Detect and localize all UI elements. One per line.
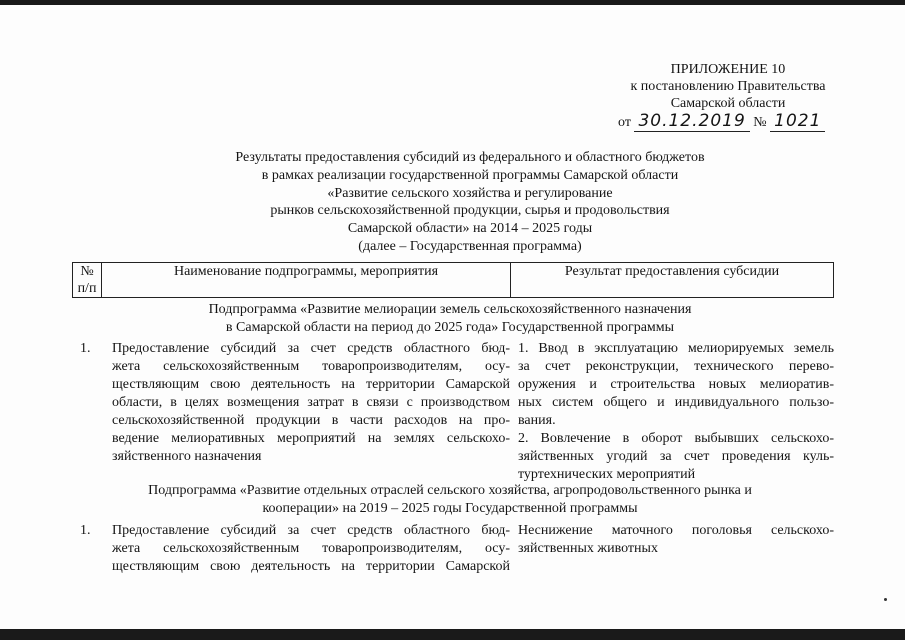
appendix-title: ПРИЛОЖЕНИЕ 10 xyxy=(670,62,786,77)
handwritten-date: 30.12.2019 xyxy=(634,111,749,132)
activity-cell: Предоставление субсидий за счет средств областного бюд- жета сельскохозяйственным товаропроизводителям, осу- ществляющим свою деятельность на территории Самарской области, в целях возмещения затрат в связи с производством сельскохозяйственной продукции в части расходов на про- ведение мелиоративных мероприятий на землях сельскохо- зяйственного назначения xyxy=(112,341,510,464)
appendix-date-number xyxy=(612,113,844,131)
row-number: 1. xyxy=(80,523,91,538)
title-line: (далее – Государственная программа) xyxy=(358,238,582,254)
column-activity-header: Наименование подпрограммы, мероприятия xyxy=(102,263,511,298)
title-line: «Развитие сельского хозяйства и регулирование xyxy=(327,185,613,201)
from-label: от xyxy=(618,115,631,130)
title-line: в рамках реализации государственной программы Самарской области xyxy=(261,167,679,183)
appendix-line-2: Самарской области xyxy=(670,96,786,111)
scan-speck xyxy=(884,598,887,601)
document-title xyxy=(150,149,790,256)
appendix-line-1: к постановлению Правительства xyxy=(630,79,826,94)
column-result-header: Результат предоставления субсидии xyxy=(511,263,834,298)
table-header xyxy=(72,262,834,298)
handwritten-number: 1021 xyxy=(770,111,825,132)
number-label: № xyxy=(753,115,767,130)
activity-cell: Предоставление субсидий за счет средств областного бюд- жета сельскохозяйственным товаропроизводителям, осу- ществляющим свою деятельность на территории Самарской xyxy=(112,523,510,574)
appendix-block xyxy=(612,61,844,131)
subprogram-title: Подпрограмма «Развитие мелиорации земель сельскохозяйственного назначения в Самарской области на период до 2025 года» Государственной программы xyxy=(208,302,692,335)
scan-bottom-border xyxy=(0,629,905,640)
column-number-header: № п/п xyxy=(73,263,102,298)
row-number: 1. xyxy=(80,341,91,356)
scan-top-border xyxy=(0,0,905,5)
result-cell: 1. Ввод в эксплуатацию мелиорируемых земель за счет реконструкции, технического перево- оружения и строительства новых мелиоратив- ных систем общего и индивидуального пользо- вания. 2. Вовлечение в оборот выбывших сельскохо- зяйственных угодий за счет проведения куль- туртехнических мероприятий xyxy=(518,341,834,482)
title-line: Самарской области» на 2014 – 2025 годы xyxy=(347,221,593,237)
title-line: Результаты предоставления субсидий из федерального и областного бюджетов xyxy=(235,150,705,165)
result-cell: Неснижение маточного поголовья сельскохо- зяйственных животных xyxy=(518,523,834,556)
subprogram-title: Подпрограмма «Развитие отдельных отраслей сельского хозяйства, агропродовольственного рынка и кооперации» на 2019 – 2025 годы Государственной программы xyxy=(148,483,752,516)
title-line: рынков сельскохозяйственной продукции, сырья и продовольствия xyxy=(270,203,670,219)
